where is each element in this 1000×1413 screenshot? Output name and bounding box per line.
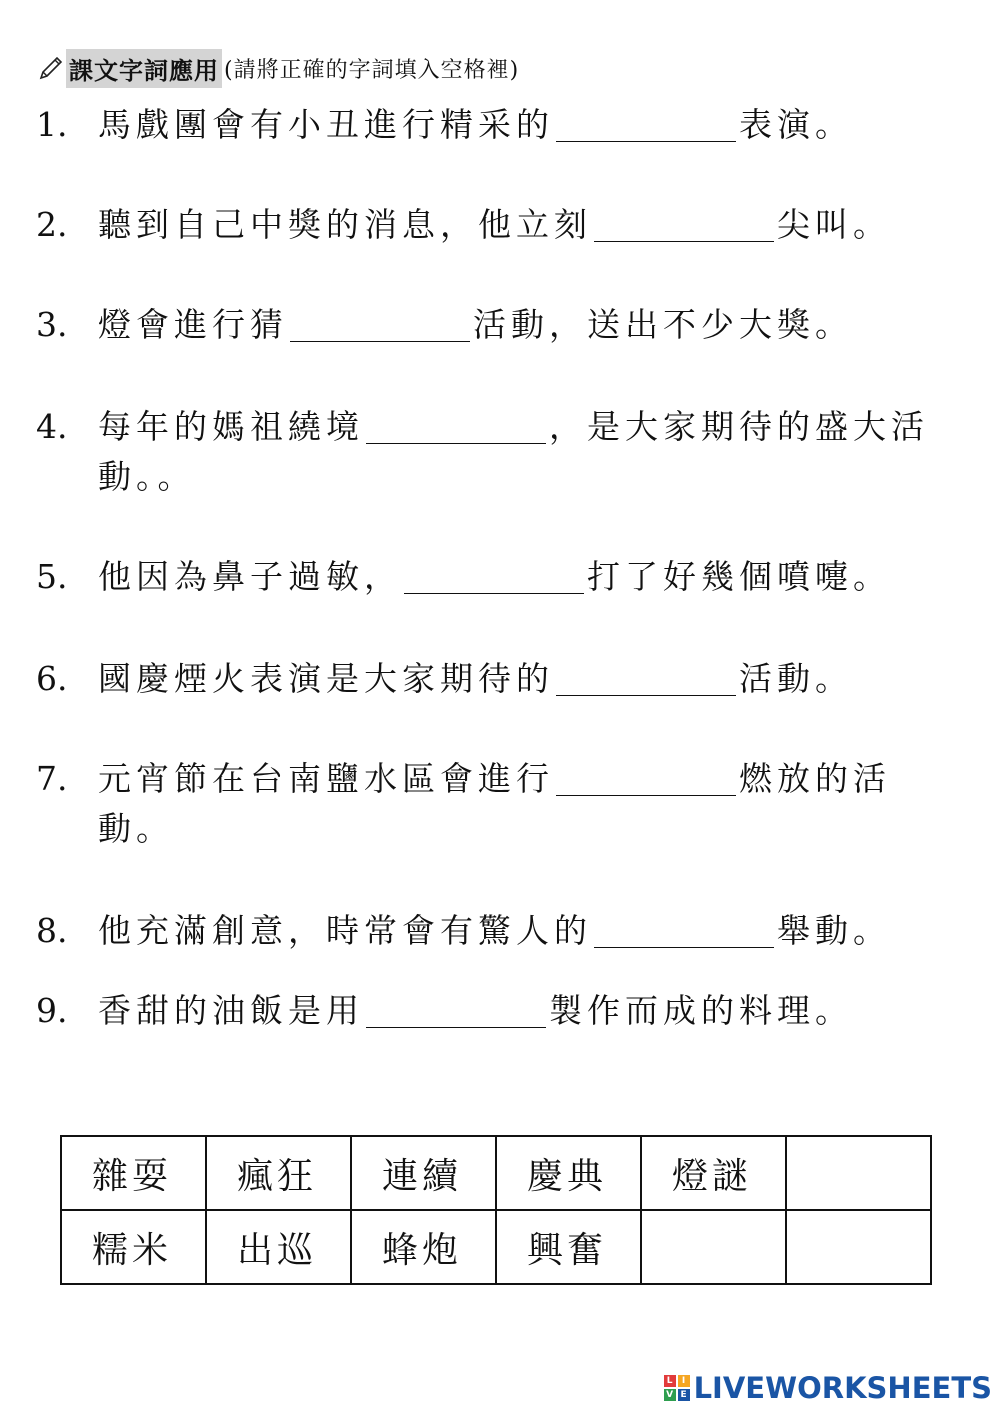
question-number: 2. — [36, 205, 68, 244]
question-text-before: 他因為鼻子過敏， — [98, 557, 402, 596]
question-text-after: 燃放的活 — [739, 759, 891, 798]
word-bank-table — [60, 1135, 932, 1285]
logo-mark-icon — [664, 1375, 690, 1401]
word-bank-cell[interactable]: 出巡 — [206, 1210, 351, 1284]
question-text-after: 製作而成的料理。 — [549, 991, 853, 1030]
question-number: 5. — [36, 557, 68, 596]
question-4 — [36, 402, 929, 452]
answer-blank-6[interactable] — [556, 661, 736, 696]
question-6 — [36, 654, 853, 704]
answer-blank-4[interactable] — [366, 409, 546, 444]
word-bank-cell[interactable]: 瘋狂 — [206, 1136, 351, 1210]
answer-blank-2[interactable] — [594, 207, 774, 242]
word-bank-cell[interactable]: 興奮 — [496, 1210, 641, 1284]
question-3 — [36, 300, 853, 350]
question-text-after: ，是大家期待的盛大活 — [549, 407, 929, 446]
question-text-after: 表演。 — [739, 105, 853, 144]
question-text-after: 尖叫。 — [777, 205, 891, 244]
logo-letter: I — [678, 1375, 690, 1387]
question-text-before: 每年的媽祖繞境 — [98, 407, 364, 446]
question-text-before: 燈會進行猜 — [98, 305, 288, 344]
logo-letter: V — [664, 1389, 676, 1401]
question-number: 4. — [36, 407, 68, 446]
word-bank-cell[interactable]: 糯米 — [61, 1210, 206, 1284]
question-text-before: 他充滿創意，時常會有驚人的 — [98, 911, 592, 950]
answer-blank-3[interactable] — [290, 307, 470, 342]
word-bank-cell[interactable]: 燈謎 — [641, 1136, 786, 1210]
question-text-before: 香甜的油飯是用 — [98, 991, 364, 1030]
answer-blank-7[interactable] — [556, 761, 736, 796]
liveworksheets-logo — [664, 1371, 992, 1405]
word-bank-cell[interactable]: 蜂炮 — [351, 1210, 496, 1284]
word-bank-cell[interactable]: 連續 — [351, 1136, 496, 1210]
question-7-continuation: 動。 — [98, 809, 174, 848]
question-number: 6. — [36, 659, 68, 698]
exercise-instruction: (請將正確的字詞填入空格裡) — [224, 57, 520, 83]
question-text-before: 國慶煙火表演是大家期待的 — [98, 659, 554, 698]
question-2 — [36, 200, 891, 250]
word-bank-cell[interactable]: 雜耍 — [61, 1136, 206, 1210]
question-8 — [36, 906, 891, 956]
word-bank-row — [61, 1136, 931, 1210]
question-text-before: 馬戲團會有小丑進行精采的 — [98, 105, 554, 144]
word-bank-cell-empty — [786, 1136, 931, 1210]
answer-blank-9[interactable] — [366, 993, 546, 1028]
word-bank-cell-empty — [641, 1210, 786, 1284]
question-number: 1. — [36, 105, 68, 144]
question-text-after: 舉動。 — [777, 911, 891, 950]
question-7 — [36, 754, 891, 804]
question-text-after: 活動。 — [739, 659, 853, 698]
question-5 — [36, 552, 891, 602]
question-text-after: 活動，送出不少大獎。 — [473, 305, 853, 344]
answer-blank-8[interactable] — [594, 913, 774, 948]
question-text-before: 元宵節在台南鹽水區會進行 — [98, 759, 554, 798]
question-text-before: 聽到自己中獎的消息，他立刻 — [98, 205, 592, 244]
word-bank-cell[interactable]: 慶典 — [496, 1136, 641, 1210]
word-bank-row — [61, 1210, 931, 1284]
exercise-title: 課文字詞應用 — [66, 49, 222, 88]
logo-letter: L — [664, 1375, 676, 1387]
question-text-after: 打了好幾個噴嚏。 — [587, 557, 891, 596]
logo-letter: E — [678, 1389, 690, 1401]
question-9 — [36, 986, 853, 1036]
question-4-continuation: 動。。 — [98, 457, 196, 496]
logo-brand-text: LIVEWORKSHEETS — [693, 1371, 992, 1405]
question-number: 7. — [36, 759, 68, 798]
word-bank-cell-empty — [786, 1210, 931, 1284]
question-1 — [36, 100, 853, 150]
answer-blank-1[interactable] — [556, 107, 736, 142]
pencil-icon — [38, 55, 64, 81]
question-number: 8. — [36, 911, 68, 950]
question-number: 3. — [36, 305, 68, 344]
question-number: 9. — [36, 991, 68, 1030]
exercise-header — [38, 48, 519, 88]
answer-blank-5[interactable] — [404, 559, 584, 594]
